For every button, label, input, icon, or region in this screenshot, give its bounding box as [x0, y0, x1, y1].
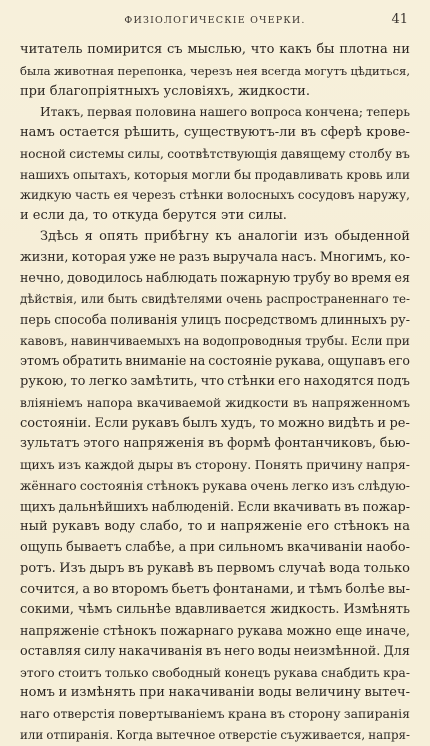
- text-line: или отпиранія. Когда вытечное отверстіе съуживается, напря-: [20, 727, 410, 742]
- text-line: жидкую часть ея черезъ стѣнки волосныхъ сосудовъ наружу,: [20, 188, 410, 203]
- text-line: при благопріятныхъ условіяхъ, жидкости.: [20, 83, 310, 99]
- page-number: 41: [391, 12, 408, 27]
- text-line: щихъ изъ каждой дыры въ сторону. Понять причину напря-: [20, 457, 410, 472]
- text-line: номъ и измѣнять при накачиваніи воды величину вытеч-: [20, 685, 410, 701]
- text-line: жённаго состоянія стѣнокъ рукава очень легко изъ слѣдую-: [20, 477, 410, 493]
- text-line: была животная перепонка, черезъ нея всегда могутъ цѣдиться,: [20, 63, 410, 78]
- text-line: этого стоитъ только свободный конецъ рукава снабдить кра-: [20, 665, 410, 680]
- body-text: [20, 40, 410, 746]
- text-line: жизни, которая уже не разъ выручала насъ. Многимъ, ко-: [20, 249, 410, 265]
- text-line: рукою, то легко замѣтить, что стѣнки его находятся подъ: [20, 374, 410, 389]
- text-line: ощупь бываетъ слабѣе, а при сильномъ вкачиваніи наобо-: [20, 540, 410, 555]
- text-line: сочится, а во второмъ бьетъ фонтанами, и тѣмъ болѣе вы-: [20, 581, 410, 597]
- running-header: ФИЗІОЛОГИЧЕСКІЕ ОЧЕРКИ.: [124, 15, 306, 26]
- text-line: кавовъ, навинчиваемыхъ на водопроводныя трубы. Если при: [20, 333, 410, 348]
- text-line: и если да, то откуда берутся эти силы.: [20, 208, 287, 223]
- text-line: дѣйствія, или быть свидѣтелями очень распространеннаго те-: [20, 292, 410, 306]
- text-line: Итакъ, первая половина нашего вопроса кончена; теперь: [40, 105, 410, 120]
- text-line: намъ остается рѣшить, существуютъ-ли въ сферѣ крове-: [20, 125, 410, 140]
- text-line: перь способа поливанія улицъ посредствомъ длинныхъ ру-: [20, 311, 410, 327]
- text-line: вліяніемъ напора вкачиваемой жидкости въ напряженномъ: [20, 395, 410, 410]
- text-line: Здѣсь я опять прибѣгну къ аналогіи изъ обыденной: [40, 228, 410, 244]
- text-line: наго отверстія повертываніемъ крана въ сторону запиранія: [20, 706, 410, 721]
- text-line: читатель помирится съ мыслью, что какъ бы плотна ни: [20, 42, 410, 57]
- text-line: оставляя силу накачиванія въ него воды неизмѣнной. Для: [20, 643, 410, 659]
- text-line: нечно, доводилось наблюдать пожарную трубу во время ея: [20, 270, 410, 286]
- text-line: этомъ обратить вниманіе на состояніе рукава, ощупавъ его: [20, 353, 410, 369]
- text-line: зультатъ этого напряженія въ формѣ фонтанчиковъ, бью-: [20, 436, 410, 452]
- text-line: ный рукавъ воду слабо, то и напряженіе его стѣнокъ на: [20, 519, 410, 535]
- text-line: состояніи. Если рукавъ былъ худъ, то можно видѣть и ре-: [20, 415, 410, 431]
- text-line: нашихъ опытахъ, которыя могли бы продавливать кровь или: [20, 167, 410, 182]
- text-line: носной системы силы, соотвѣтствующія давящему столбу въ: [20, 146, 410, 161]
- text-line: напряженіе стѣнокъ пожарнаго рукава можно еще иначе,: [20, 623, 410, 638]
- text-line: щихъ дальнѣйшихъ наблюденій. Если вкачивать въ пожар-: [20, 498, 410, 514]
- text-line: сокими, чѣмъ сильнѣе вдавливается жидкость. Измѣнять: [20, 602, 410, 618]
- text-line: ротъ. Изъ дыръ въ рукавѣ въ первомъ случаѣ вода только: [20, 560, 410, 576]
